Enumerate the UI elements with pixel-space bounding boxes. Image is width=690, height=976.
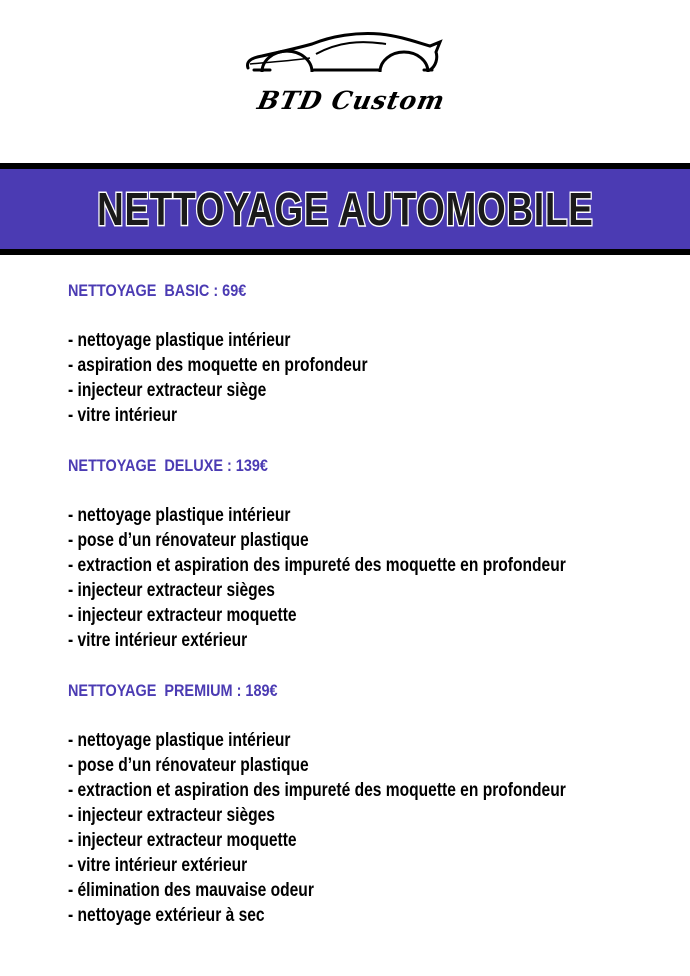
list-item: - nettoyage plastique intérieur [68,505,291,526]
list-item: - nettoyage extérieur à sec [68,905,265,926]
list-item: - aspiration des moquette en profondeur [68,355,368,376]
section-basic [68,278,678,428]
list-item: - injecteur extracteur moquette [68,830,297,851]
list-item: - pose d’un rénovateur plastique [68,755,309,776]
section-title: NETTOYAGE BASIC : 69€ [68,281,247,300]
list-item: - pose d’un rénovateur plastique [68,530,309,551]
list-item: - injecteur extracteur sièges [68,805,275,826]
page-title: NETTOYAGE AUTOMOBILE [96,183,594,235]
section-title: NETTOYAGE PREMIUM : 189€ [68,681,278,700]
list-item: - vitre intérieur extérieur [68,630,248,651]
list-item: - vitre intérieur extérieur [68,855,248,876]
list-item: - extraction et aspiration des impureté des moquette en profondeur [68,555,566,576]
list-item: - nettoyage plastique intérieur [68,730,291,751]
list-item: - nettoyage plastique intérieur [68,330,291,351]
list-item: - injecteur extracteur sièges [68,580,275,601]
list-item: - vitre intérieur [68,405,178,426]
car-outline-icon [240,28,445,90]
price-list [68,278,678,928]
list-item: - élimination des mauvaise odeur [68,880,314,901]
list-item: - injecteur extracteur moquette [68,605,297,626]
section-title: NETTOYAGE DELUXE : 139€ [68,456,268,475]
list-item: - injecteur extracteur siège [68,380,267,401]
title-banner [0,163,690,255]
brand-logo [0,0,690,150]
section-deluxe [68,453,678,653]
list-item: - extraction et aspiration des impureté des moquette en profondeur [68,780,566,801]
brand-name: BTD Custom [254,86,449,115]
section-premium [68,678,678,928]
